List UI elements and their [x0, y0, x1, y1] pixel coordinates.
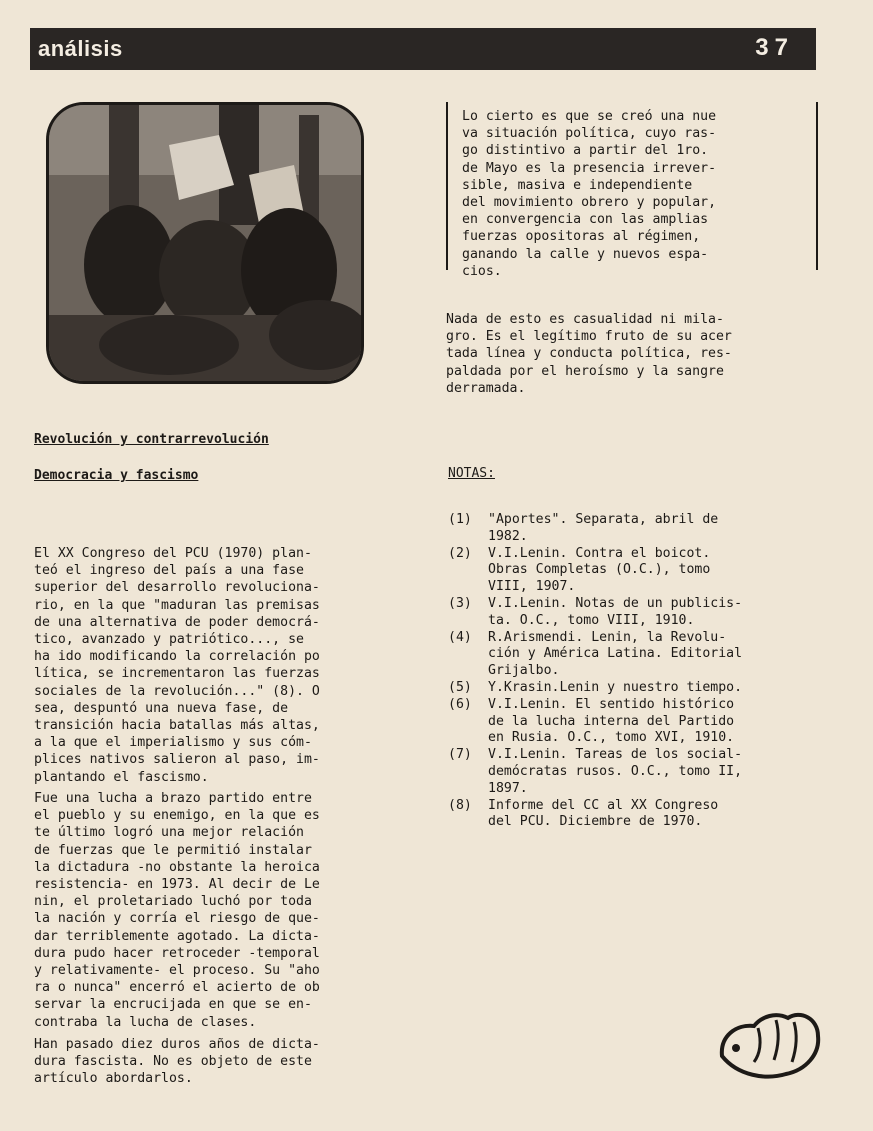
note-text: Y.Krasin.Lenin y nuestro tiempo. — [488, 679, 743, 695]
note-number: (1) — [448, 512, 472, 527]
note-item — [448, 630, 828, 680]
boxed-paragraph: Lo cierto es que se creó una nue va situación política, cuyo ras- go distintivo a partir del 1ro. de Mayo es la presencia irrever- sible, masiva e independiente del movimiento obrero y popular, en convergencia con las amplias fuerzas opositoras al régimen, ganando la calle y nuevos espa- cios. — [462, 109, 717, 279]
heading-democracia: Democracia y fascismo — [34, 468, 199, 483]
left-paragraph-3: Han pasado diez duros años de dicta- dura fascista. No es objeto de este artículo abordarlos. — [34, 1037, 320, 1087]
note-text: V.I.Lenin. Notas de un publicis- ta. O.C., tomo VIII, 1910. — [488, 595, 743, 628]
note-text: V.I.Lenin. Contra el boicot. Obras Completas (O.C.), tomo VIII, 1907. — [488, 545, 711, 595]
note-number: (6) — [448, 696, 472, 712]
note-text: Informe del CC al XX Congreso del PCU. Diciembre de 1970. — [488, 797, 719, 830]
note-text: V.I.Lenin. El sentido histórico de la lucha interna del Partido en Rusia. O.C., tomo XVI, 1910. — [488, 696, 735, 746]
note-text: R.Arismendi. Lenin, la Revolu- ción y América Latina. Editorial Grijalbo. — [488, 629, 743, 679]
note-item — [448, 798, 828, 832]
note-item — [448, 596, 828, 630]
left-paragraph-2: Fue una lucha a brazo partido entre el pueblo y su enemigo, en la que es te último logró una mejor relación de fuerzas que le permitió instalar la dictadura -no obstante la heroica resistencia- en 1973. Al decir de Le nin, el proletariado luchó por toda la nación y corría el riesgo de que- dar terriblemente agotado. La dicta- dura pudo hacer retroceder -temporal y relativamente- el proceso. Su "aho ra o nunca" encerró el acierto de ob servar la encrucijada en que se en- contraba la lucha de clases. — [34, 791, 320, 1030]
right-paragraph: Nada de esto es casualidad ni mila- gro. Es el legítimo fruto de su acer tada línea y conducta política, res- paldada por el heroísmo y la sangre derramada. — [446, 312, 732, 396]
note-number: (2) — [448, 545, 472, 561]
notes-title: NOTAS: — [448, 466, 495, 481]
fist-icon — [714, 996, 824, 1090]
note-number: (7) — [448, 747, 472, 763]
note-number: (4) — [448, 629, 472, 645]
note-item — [448, 747, 828, 797]
note-item — [448, 546, 828, 596]
page-number: 37 — [755, 34, 794, 61]
note-number: (8) — [448, 797, 472, 813]
heading-revolucion: Revolución y contrarrevolución — [34, 432, 269, 447]
section-label: análisis — [38, 36, 123, 61]
notes-list — [448, 512, 828, 831]
note-item — [448, 512, 828, 546]
note-text: V.I.Lenin. Tareas de los social- demócratas rusos. O.C., tomo II, 1897. — [488, 747, 743, 796]
note-text: "Aportes". Separata, abril de 1982. — [488, 512, 719, 544]
note-number: (3) — [448, 595, 472, 611]
note-number: (5) — [448, 679, 472, 695]
left-paragraph-1: El XX Congreso del PCU (1970) plan- teó el ingreso del país a una fase superior del desarrollo revoluciona- rio, en la que "maduran las premisas de una alternativa de poder democrá- tico, avanzado y patriótico..., se ha ido modificando la correlación po lítica, se incrementaron las fuerzas sociales de la revolución..." (8). O sea, despuntó una nueva fase, de transición hacia batallas más altas, a la que el imperialismo y sus cóm- plices nativos salieron al paso, im- plantando el fascismo. — [34, 546, 320, 785]
note-item — [448, 697, 828, 747]
crowd-photo — [46, 102, 364, 384]
note-item — [448, 680, 828, 697]
header-bar — [30, 28, 816, 70]
